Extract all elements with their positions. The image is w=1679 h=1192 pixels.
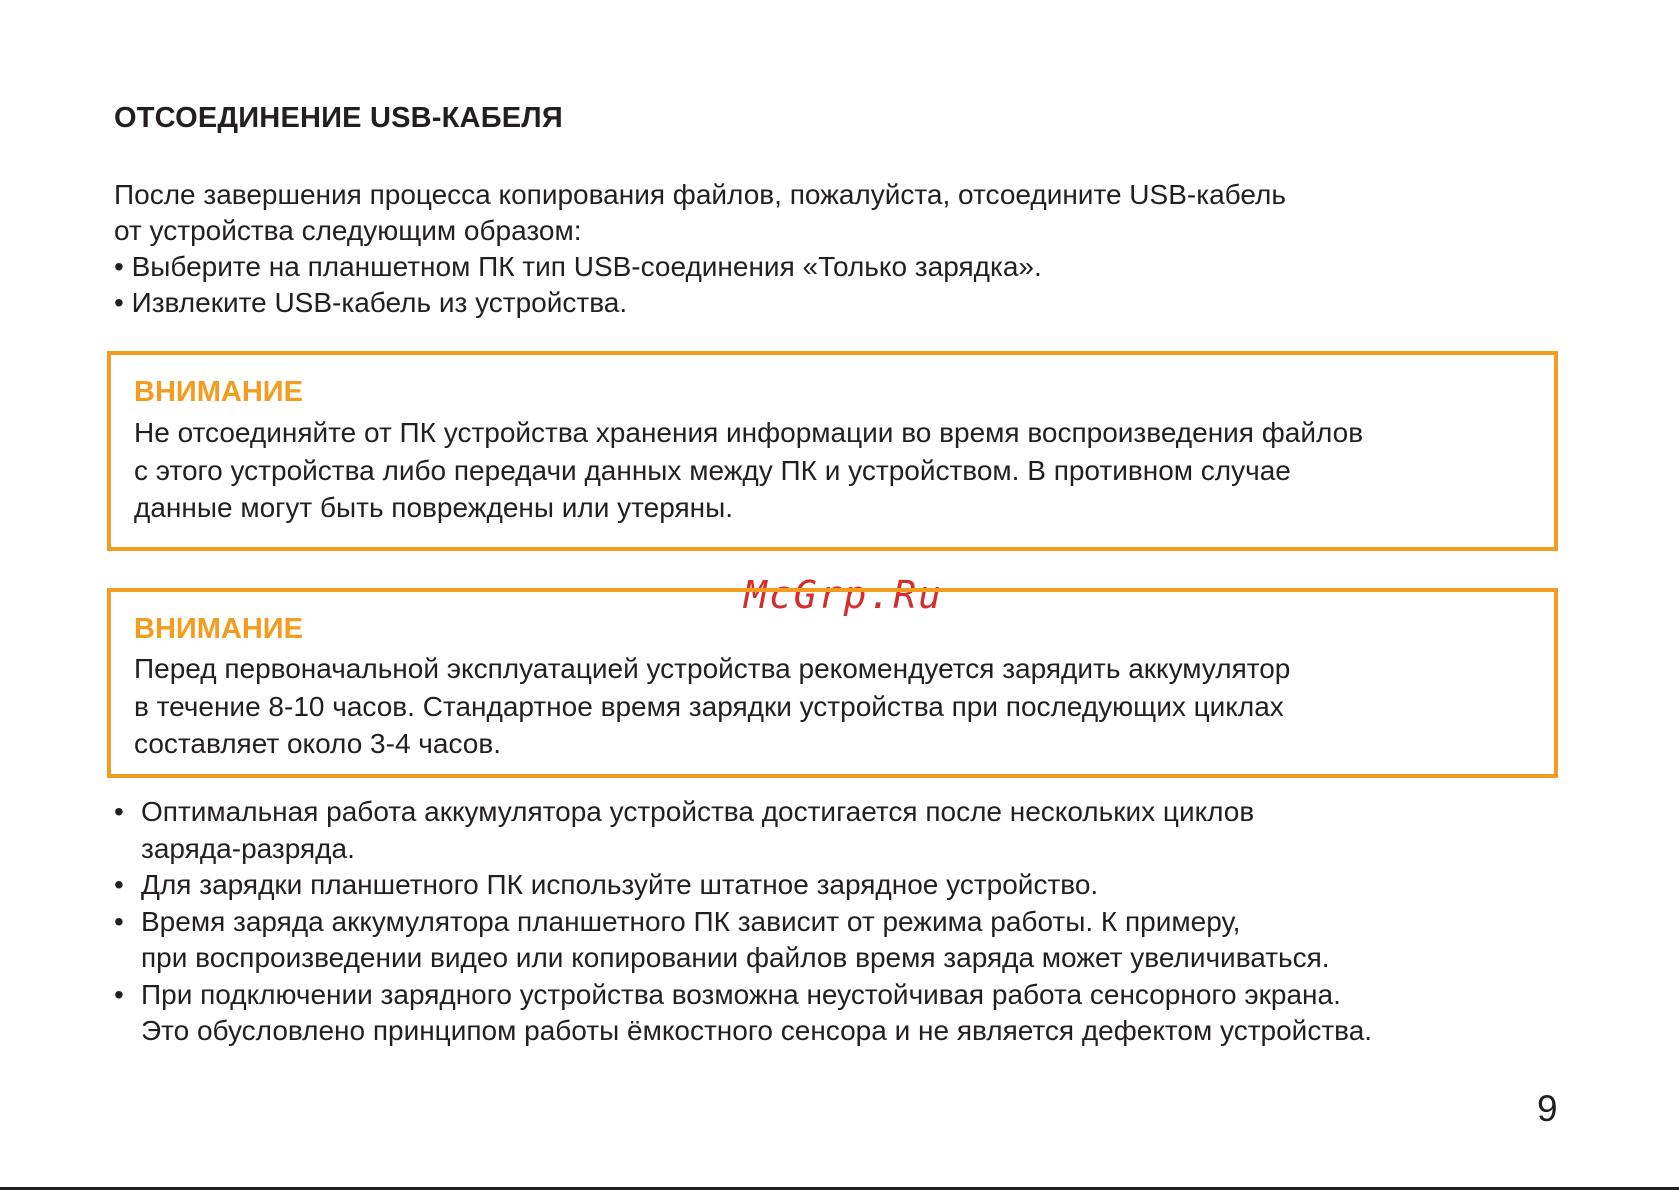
warning-box-charging xyxy=(107,588,1558,778)
list-item-line: Это обусловлено принципом работы ёмкостного сенсора и не является дефектом устройства. xyxy=(141,1015,1373,1046)
bottom-divider xyxy=(0,1187,1679,1190)
list-item-line: Время заряда аккумулятора планшетного ПК зависит от режима работы. К примеру, xyxy=(141,905,1241,937)
page-number: 9 xyxy=(1537,1088,1558,1129)
list-item xyxy=(114,977,1372,1050)
bullet-icon: • xyxy=(114,869,124,900)
intro-line: После завершения процесса копирования файлов, пожалуйста, отсоедините USB-кабель xyxy=(114,179,1286,210)
list-item-line: заряда-разряда. xyxy=(141,832,355,864)
warning-box-disconnect xyxy=(107,351,1558,551)
warning-line: данные могут быть повреждены или утеряны. xyxy=(134,492,734,523)
intro-step: • Выберите на планшетном ПК тип USB-соединения «Только зарядка». xyxy=(114,251,1042,282)
bullet-icon: • xyxy=(114,978,124,1010)
warning-line: Перед первоначальной эксплуатацией устройства рекомендуется зарядить аккумулятор xyxy=(134,653,1291,684)
warning-line: Не отсоединяйте от ПК устройства хранения информации во время воспроизведения файлов xyxy=(134,417,1364,448)
list-item-line: при воспроизведении видео или копировании файлов время заряда может увеличиваться. xyxy=(141,942,1330,973)
warning-text xyxy=(134,414,1363,527)
warning-title: ВНИМАНИЕ xyxy=(134,613,303,645)
intro-step: • Извлеките USB-кабель из устройства. xyxy=(114,287,628,318)
list-item-line: При подключении зарядного устройства возможна неустойчивая работа сенсорного экрана. xyxy=(141,978,1341,1010)
battery-tips-list xyxy=(114,794,1372,1050)
watermark: McGrp.Ru xyxy=(744,573,944,617)
list-item-line: Для зарядки планшетного ПК используйте штатное зарядное устройство. xyxy=(141,869,1099,900)
section-heading: ОТСОЕДИНЕНИЕ USB-КАБЕЛЯ xyxy=(114,102,563,134)
warning-text xyxy=(134,650,1290,763)
bullet-icon: • xyxy=(114,905,124,937)
bullet-icon: • xyxy=(114,796,124,827)
list-item-line: Оптимальная работа аккумулятора устройства достигается после нескольких циклов xyxy=(141,796,1255,827)
intro-line: от устройства следующим образом: xyxy=(114,215,582,246)
intro-paragraph xyxy=(114,177,1286,321)
warning-title: ВНИМАНИЕ xyxy=(134,376,303,408)
list-item xyxy=(114,867,1372,904)
list-item xyxy=(114,904,1372,977)
warning-line: составляет около 3-4 часов. xyxy=(134,728,501,759)
warning-line: с этого устройства либо передачи данных между ПК и устройством. В противном случае xyxy=(134,454,1291,486)
list-item xyxy=(114,794,1372,867)
warning-line: в течение 8-10 часов. Стандартное время зарядки устройства при последующих циклах xyxy=(134,690,1284,722)
